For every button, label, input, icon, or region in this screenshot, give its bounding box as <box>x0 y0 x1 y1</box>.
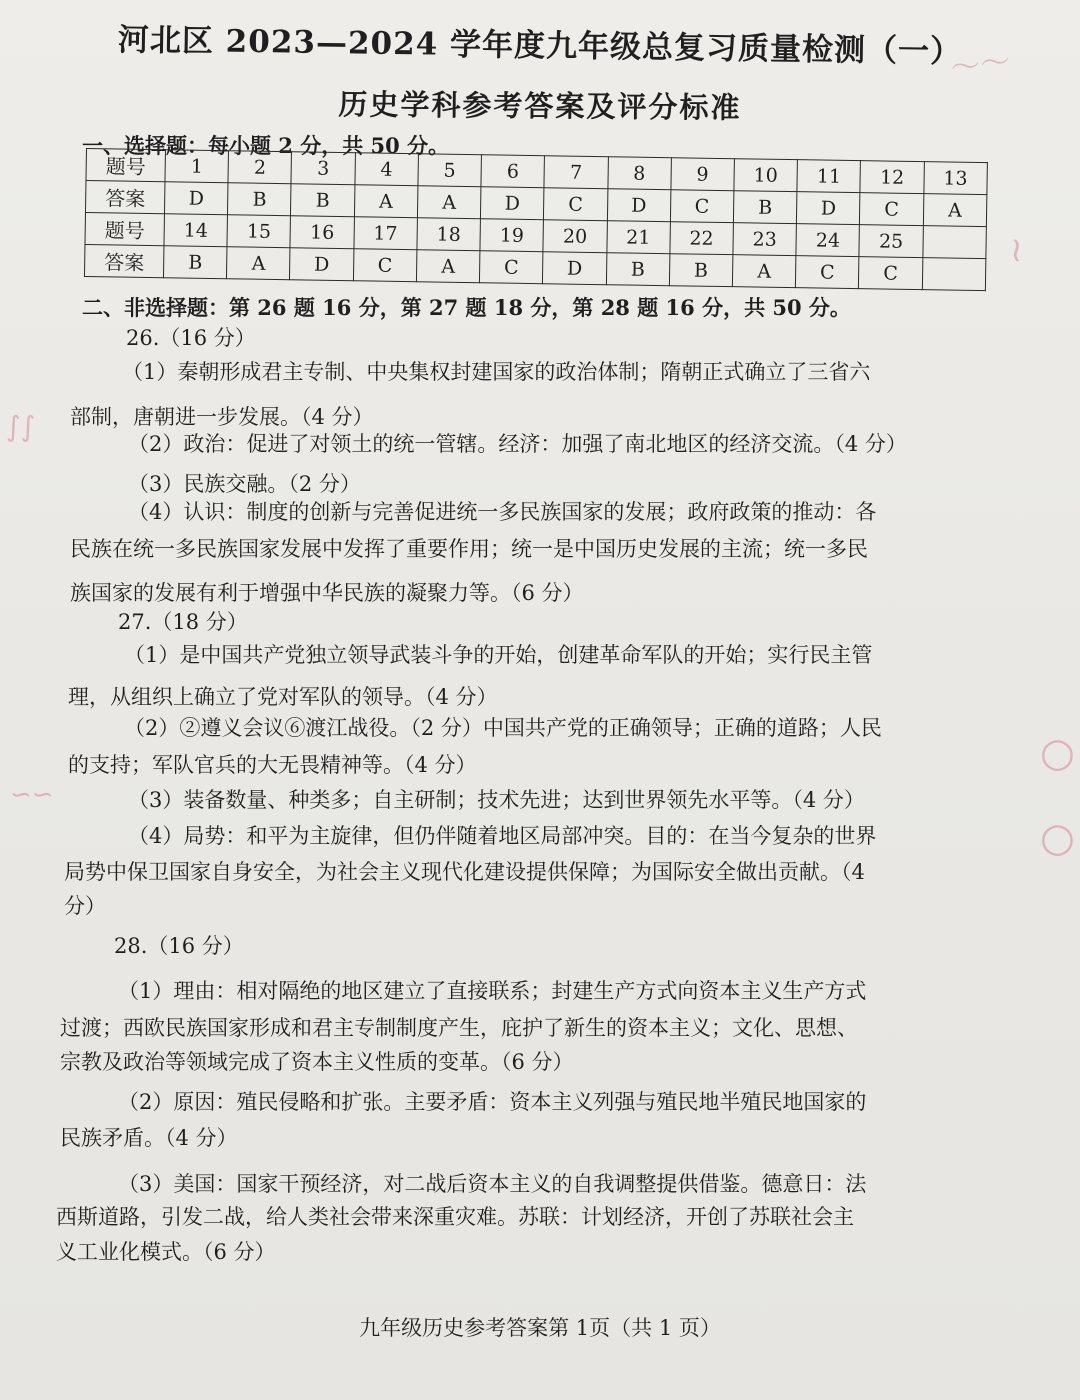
table-cell: A <box>354 185 418 218</box>
answer-text: （2）②遵义会议⑥渡江战役。（2 分）中国共产党的正确领导；正确的道路；人民 <box>124 716 882 740</box>
table-cell: B <box>163 246 227 279</box>
table-cell: C <box>796 256 860 289</box>
table-cell: D <box>607 189 671 222</box>
section-heading-choice: 一、选择题：每小题 2 分，共 50 分。 <box>82 133 450 158</box>
table-cell <box>923 226 987 259</box>
answer-text: 族国家的发展有利于增强中华民族的凝聚力等。（6 分） <box>70 581 584 605</box>
table-cell: 23 <box>733 223 797 256</box>
answer-text: （1）理由：相对隔绝的地区建立了直接联系；封建生产方式向资本主义生产方式 <box>118 979 867 1003</box>
table-cell: B <box>291 184 355 217</box>
table-cell: 24 <box>796 224 860 257</box>
table-cell: D <box>290 248 354 281</box>
bleed-scribble: ～～ <box>948 43 1013 87</box>
answer-text: 部制，唐朝进一步发展。（4 分） <box>70 405 374 429</box>
question-number: 27.（18 分） <box>118 610 248 634</box>
table-cell: 7 <box>544 156 608 189</box>
answer-text: 民族在统一多民族国家发展中发挥了重要作用；统一是中国历史发展的主流；统一多民 <box>70 537 868 561</box>
table-cell: 13 <box>924 162 988 195</box>
table-cell: 22 <box>670 222 734 255</box>
table-cell: C <box>480 251 544 284</box>
bleed-scribble: ○ <box>1040 730 1075 776</box>
table-cell: 8 <box>607 157 671 190</box>
table-cell: 3 <box>291 152 355 185</box>
table-cell: C <box>670 190 734 223</box>
bleed-scribble: ∽∽ <box>10 780 54 810</box>
answer-text: （4）认识：制度的创新与完善促进统一多民族国家的发展；政府政策的推动：各 <box>128 500 877 524</box>
answer-text: （3）装备数量、种类多；自主研制；技术先进；达到世界领先水平等。（4 分） <box>128 788 865 812</box>
table-cell: 18 <box>417 218 481 251</box>
table-cell: C <box>859 257 923 290</box>
table-cell: B <box>669 254 733 287</box>
table-cell: D <box>797 192 861 225</box>
table-cell: D <box>164 182 228 215</box>
section-heading-nonchoice: 二、非选择题：第 26 题 16 分，第 27 题 18 分，第 28 题 16 分，共 50 分。 <box>82 295 851 320</box>
table-cell: A <box>416 250 480 283</box>
table-cell: 2 <box>228 151 292 184</box>
bleed-scribble: ○ <box>1040 815 1075 861</box>
table-cell: D <box>543 252 607 285</box>
answer-text: （2）政治：促进了对领土的统一管辖。经济：加强了南北地区的经济交流。（4 分） <box>128 432 907 456</box>
table-cell: B <box>228 183 292 216</box>
table-cell: C <box>353 249 417 282</box>
answer-text: 过渡；西欧民族国家形成和君主专制制度产生，庇护了新生的资本主义；文化、思想、 <box>60 1016 858 1040</box>
document-subtitle: 历史学科参考答案及评分标准 <box>338 87 742 125</box>
table-cell: A <box>417 186 481 219</box>
row-label-question: 题号 <box>85 212 164 245</box>
answer-text: （3）民族交融。（2 分） <box>128 472 361 496</box>
table-cell: 14 <box>164 214 228 247</box>
table-cell: A <box>923 194 987 227</box>
table-cell: C <box>544 188 608 221</box>
table-cell: 11 <box>797 160 861 193</box>
table-cell: C <box>860 193 924 226</box>
table-cell: 9 <box>671 158 735 191</box>
answer-text: 局势中保卫国家自身安全，为社会主义现代化建设提供保障；为国际安全做出贡献。（4 <box>64 860 865 884</box>
answer-text: （3）美国：国家干预经济，对二战后资本主义的自我调整提供借鉴。德意日：法 <box>118 1172 867 1196</box>
answer-text: （4）局势：和平为主旋律，但仍伴随着地区局部冲突。目的：在当今复杂的世界 <box>128 824 877 848</box>
table-cell: 12 <box>860 161 924 194</box>
table-cell: 6 <box>481 155 545 188</box>
page-footer: 九年级历史参考答案第 1页（共 1 页） <box>359 1316 721 1340</box>
question-number: 28.（16 分） <box>114 934 244 958</box>
answer-text: （1）秦朝形成君主专制、中央集权封建国家的政治体制；隋朝正式确立了三省六 <box>122 360 871 384</box>
table-cell: 25 <box>859 225 923 258</box>
row-label-answer: 答案 <box>84 244 163 277</box>
table-cell: 5 <box>418 154 482 187</box>
answer-text: 分） <box>64 894 106 918</box>
row-label-question: 题号 <box>86 149 165 182</box>
answer-text: （2）原因：殖民侵略和扩张。主要矛盾：资本主义列强与殖民地半殖民地国家的 <box>118 1090 867 1114</box>
table-cell: 19 <box>480 219 544 252</box>
table-cell: 4 <box>355 153 419 186</box>
table-cell: 15 <box>227 215 291 248</box>
table-cell: 1 <box>165 150 229 183</box>
bleed-scribble: ≀ <box>1010 230 1023 270</box>
table-cell: 16 <box>290 216 354 249</box>
answer-text: 西斯道路，引发二战，给人类社会带来深重灾难。苏联：计划经济，开创了苏联社会主 <box>56 1205 854 1229</box>
answer-text: 的支持；军队官兵的大无畏精神等。（4 分） <box>68 753 477 777</box>
table-cell: B <box>733 191 797 224</box>
table-cell: 20 <box>543 220 607 253</box>
question-number: 26.（16 分） <box>126 326 256 350</box>
table-cell: 17 <box>354 217 418 250</box>
answer-text: 宗教及政治等领域完成了资本主义性质的变革。（6 分） <box>60 1050 574 1074</box>
table-cell <box>922 258 986 291</box>
table-cell: 21 <box>606 221 670 254</box>
bleed-scribble: ∫∫ <box>6 410 36 443</box>
row-label-answer: 答案 <box>85 181 164 214</box>
table-cell: A <box>732 255 796 288</box>
answer-text: 义工业化模式。（6 分） <box>56 1240 276 1264</box>
table-cell: 10 <box>734 159 798 192</box>
answer-text: 理，从组织上确立了党对军队的领导。（4 分） <box>68 685 498 709</box>
answer-text: 民族矛盾。（4 分） <box>60 1126 238 1150</box>
answer-table <box>84 148 988 291</box>
document-title: 河北区 2023—2024 学年度九年级总复习质量检测（一） <box>117 22 963 70</box>
table-cell: D <box>481 187 545 220</box>
answer-text: （1）是中国共产党独立领导武装斗争的开始，创建革命军队的开始；实行民主管 <box>124 643 873 667</box>
table-cell: B <box>606 253 670 286</box>
table-cell: A <box>227 247 291 280</box>
